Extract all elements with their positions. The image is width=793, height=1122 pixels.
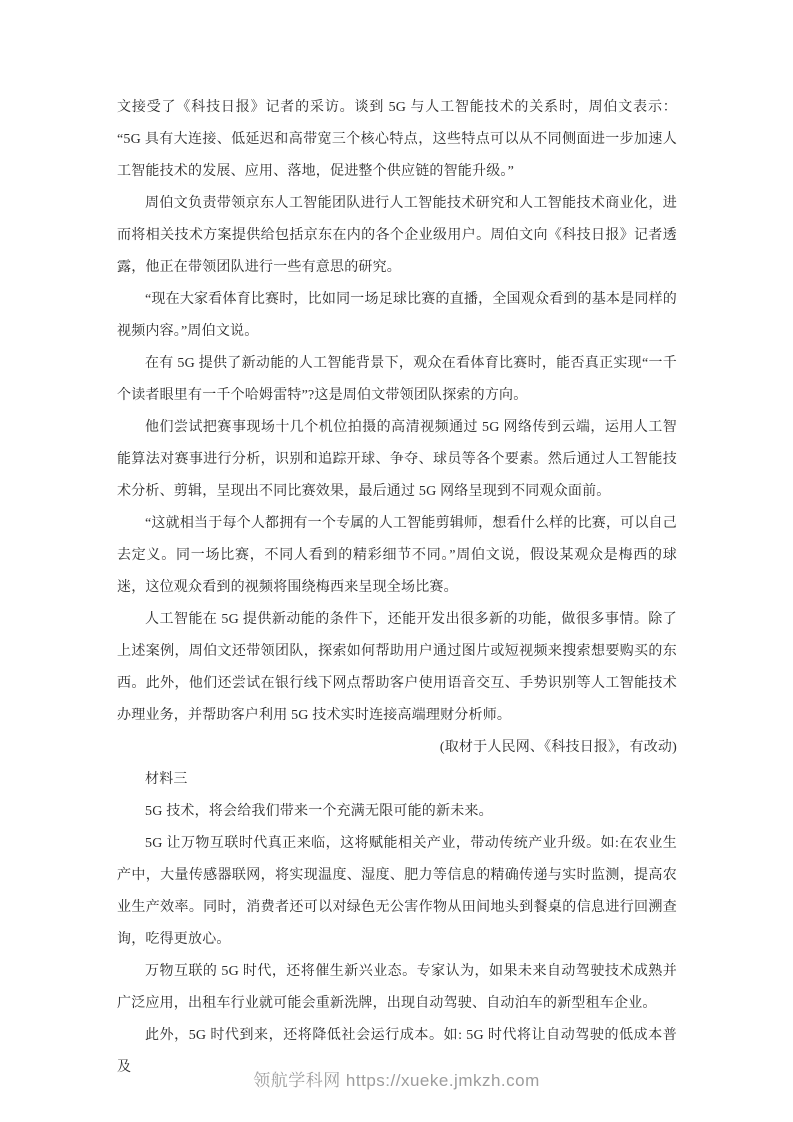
paragraph: (取材于人民网、《科技日报》，有改动) [439,740,677,755]
document-body [117,92,677,1084]
paragraph: 文接受了《科技日报》记者的采访。谈到 5G 与人工智能技术的关系时，周伯文表示：“5G 具有大连接、低延迟和高带宽三个核心特点，这些特点可以从不同侧面进一步加速人工智能技术的发展、应用、落地，促进整个供应链的智能升级。” [117,100,677,179]
paragraph: 5G 技术，将会给我们带来一个充满无限可能的新未来。 [145,804,493,819]
paragraph: “现在大家看体育比赛时，比如同一场足球比赛的直播，全国观众看到的基本是同样的视频内容。”周伯文说。 [117,292,677,339]
paragraph: 5G 让万物互联时代真正来临，这将赋能相关产业，带动传统产业升级。如:在农业生产中，大量传感器联网，将实现温度、湿度、肥力等信息的精确传递与实时监测，提高农业生产效率。同时，消费者还可以对绿色无公害作物从田间地头到餐桌的信息进行回溯查询，吃得更放心。 [117,836,677,947]
paragraph: 万物互联的 5G 时代，还将催生新兴业态。专家认为，如果未来自动驾驶技术成熟并广泛应用，出租车行业就可能会重新洗牌，出现自动驾驶、自动泊车的新型租车企业。 [117,964,677,1011]
paragraph: “这就相当于每个人都拥有一个专属的人工智能剪辑师，想看什么样的比赛，可以自己去定义。同一场比赛，不同人看到的精彩细节不同。”周伯文说，假设某观众是梅西的球迷，这位观众看到的视频将围绕梅西来呈现全场比赛。 [117,516,677,595]
footer-watermark [0,1066,793,1091]
paragraph: 材料三 [145,772,188,787]
watermark-text: 领航学科网 https://xueke.jmkzh.com [253,1071,540,1090]
paragraph: 周伯文负责带领京东人工智能团队进行人工智能技术研究和人工智能技术商业化，进而将相关技术方案提供给包括京东在内的各个企业级用户。周伯文向《科技日报》记者透露，他正在带领团队进行一些有意思的研究。 [117,196,677,275]
paragraph: 此外，5G 时代到来，还将降低社会运行成本。如: 5G 时代将让自动驾驶的低成本普及 [117,1028,677,1075]
paragraph: 人工智能在 5G 提供新动能的条件下，还能开发出很多新的功能，做很多事情。除了上述案例，周伯文还带领团队，探索如何帮助用户通过图片或短视频来搜索想要购买的东西。此外，他们还尝试在银行线下网点帮助客户使用语音交互、手势识别等人工智能技术办理业务，并帮助客户利用 5G 技术实时连接高端理财分析师。 [117,612,677,723]
paragraph: 在有 5G 提供了新动能的人工智能背景下，观众在看体育比赛时，能否真正实现“一千个读者眼里有一千个哈姆雷特”?这是周伯文带领团队探索的方向。 [117,356,677,403]
paragraph: 他们尝试把赛事现场十几个机位拍摄的高清视频通过 5G 网络传到云端，运用人工智能算法对赛事进行分析，识别和追踪开球、争夺、球员等各个要素。然后通过人工智能技术分析、剪辑，呈现出不同比赛效果，最后通过 5G 网络呈现到不同观众面前。 [117,420,677,499]
